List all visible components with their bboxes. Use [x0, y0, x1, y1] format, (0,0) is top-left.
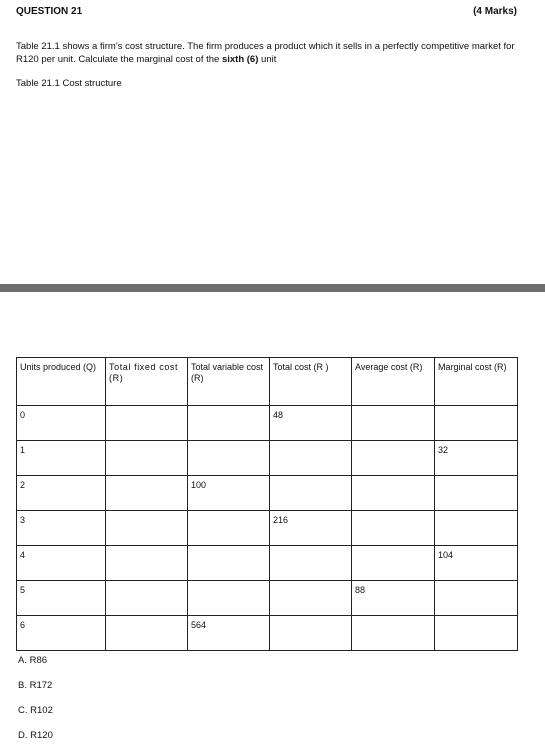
cell-average-cost — [352, 476, 435, 511]
cell-total-fixed-cost — [106, 406, 188, 441]
cell-total-fixed-cost — [106, 581, 188, 616]
cell-total-variable-cost — [188, 581, 270, 616]
page-divider — [0, 284, 545, 292]
cell-total-fixed-cost — [106, 476, 188, 511]
table-row — [17, 441, 518, 476]
cell-total-variable-cost: 100 — [188, 476, 270, 511]
cell-average-cost — [352, 406, 435, 441]
header-total-fixed-cost: Total fixed cost (R) — [106, 358, 188, 406]
header-marginal-cost: Marginal cost (R) — [435, 358, 518, 406]
cell-total-cost — [270, 616, 352, 651]
cell-total-variable-cost — [188, 406, 270, 441]
table-header-row — [17, 358, 518, 406]
cell-total-fixed-cost — [106, 511, 188, 546]
cell-units: 5 — [17, 581, 106, 616]
question-text-emphasis: sixth (6) — [221, 54, 259, 65]
table-row — [17, 406, 518, 441]
header-units-produced: Units produced (Q) — [17, 358, 106, 406]
question-title: QUESTION 21 — [16, 6, 83, 17]
cell-units: 1 — [17, 441, 106, 476]
table-row — [17, 511, 518, 546]
cell-marginal-cost — [435, 511, 518, 546]
question-marks: (4 Marks) — [473, 6, 517, 17]
table-row — [17, 581, 518, 616]
answer-option-c[interactable]: C. R102 — [18, 705, 53, 716]
question-header — [16, 6, 517, 22]
cost-structure-table — [16, 357, 518, 651]
cell-total-variable-cost — [188, 546, 270, 581]
header-total-variable-cost: Total variable cost (R) — [188, 358, 270, 406]
table-row — [17, 476, 518, 511]
header-total-cost: Total cost (R ) — [270, 358, 352, 406]
cell-total-cost — [270, 546, 352, 581]
answer-option-d[interactable]: D. R120 — [18, 730, 53, 741]
cell-total-cost — [270, 441, 352, 476]
cell-marginal-cost: 32 — [435, 441, 518, 476]
cell-total-fixed-cost — [106, 546, 188, 581]
cell-marginal-cost — [435, 581, 518, 616]
cell-average-cost — [352, 441, 435, 476]
table-row — [17, 616, 518, 651]
cell-marginal-cost — [435, 406, 518, 441]
cell-units: 0 — [17, 406, 106, 441]
answer-options — [18, 655, 53, 755]
header-average-cost: Average cost (R) — [352, 358, 435, 406]
cell-average-cost: 88 — [352, 581, 435, 616]
cell-total-cost — [270, 476, 352, 511]
question-text-end: unit — [258, 54, 277, 65]
answer-option-a[interactable]: A. R86 — [18, 655, 48, 666]
table-row — [17, 546, 518, 581]
table-caption: Table 21.1 Cost structure — [16, 78, 122, 89]
cell-total-variable-cost — [188, 441, 270, 476]
question-text-start: Table 21.1 shows a firm’s cost structure. The firm produces a product which it sells in a perfectly competitive market for R120 per unit. Calculate the marginal cost of the — [16, 41, 515, 65]
cell-average-cost — [352, 546, 435, 581]
cell-marginal-cost — [435, 476, 518, 511]
cell-average-cost — [352, 511, 435, 546]
question-text — [16, 40, 526, 66]
cell-marginal-cost — [435, 616, 518, 651]
cell-total-fixed-cost — [106, 441, 188, 476]
cell-units: 3 — [17, 511, 106, 546]
cell-total-cost: 216 — [270, 511, 352, 546]
cell-total-fixed-cost — [106, 616, 188, 651]
cell-total-variable-cost — [188, 511, 270, 546]
cell-total-cost: 48 — [270, 406, 352, 441]
cell-total-variable-cost: 564 — [188, 616, 270, 651]
cell-total-cost — [270, 581, 352, 616]
cell-marginal-cost: 104 — [435, 546, 518, 581]
cell-units: 6 — [17, 616, 106, 651]
cell-average-cost — [352, 616, 435, 651]
cell-units: 2 — [17, 476, 106, 511]
answer-option-b[interactable]: B. R172 — [18, 680, 53, 691]
cell-units: 4 — [17, 546, 106, 581]
